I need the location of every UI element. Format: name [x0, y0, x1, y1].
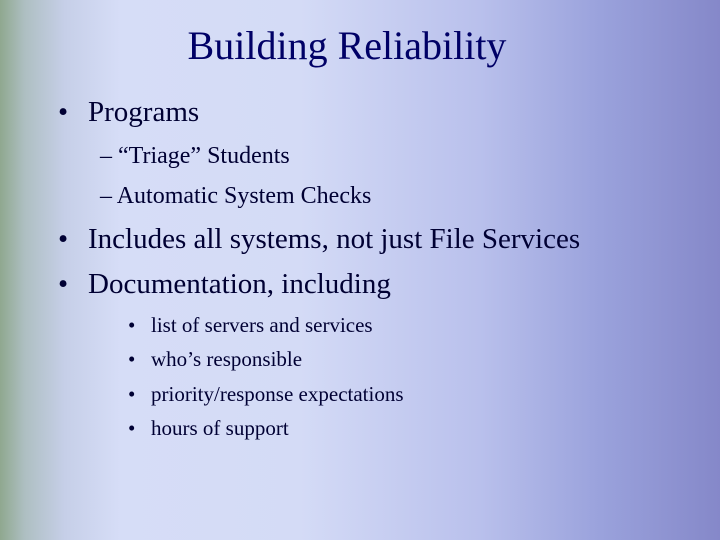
subitem-text: who’s responsible [151, 347, 303, 371]
subitem-text: hours of support [151, 416, 289, 440]
slide-title: Building Reliability [187, 23, 507, 68]
subitem-text: “Triage” Students [118, 143, 290, 169]
subitem-text: Automatic System Checks [116, 183, 372, 209]
dash-icon: – [100, 183, 112, 209]
bullet-text: Documentation, including [88, 268, 391, 300]
bullet-icon: • [128, 382, 136, 406]
bullet-documentation [58, 268, 391, 301]
subitem-hours-support [128, 416, 289, 441]
bullet-icon: • [128, 347, 136, 371]
subitem-automatic-checks [100, 183, 371, 210]
subitem-priority-response [128, 382, 404, 407]
bullet-text: Programs [88, 96, 200, 128]
bullet-icon: • [58, 268, 69, 300]
subitem-responsible [128, 347, 302, 372]
bullet-includes-all-systems [58, 223, 580, 256]
bullet-programs [58, 96, 199, 129]
bullet-icon: • [58, 96, 69, 128]
subitem-text: list of servers and services [151, 313, 373, 337]
dash-icon: – [100, 143, 112, 169]
bullet-text: Includes all systems, not just File Services [88, 223, 581, 255]
subitem-servers-list [128, 313, 373, 338]
bullet-icon: • [128, 313, 136, 337]
bullet-icon: • [128, 416, 136, 440]
bullet-icon: • [58, 223, 69, 255]
subitem-triage-students [100, 143, 290, 170]
subitem-text: priority/response expectations [151, 382, 404, 406]
